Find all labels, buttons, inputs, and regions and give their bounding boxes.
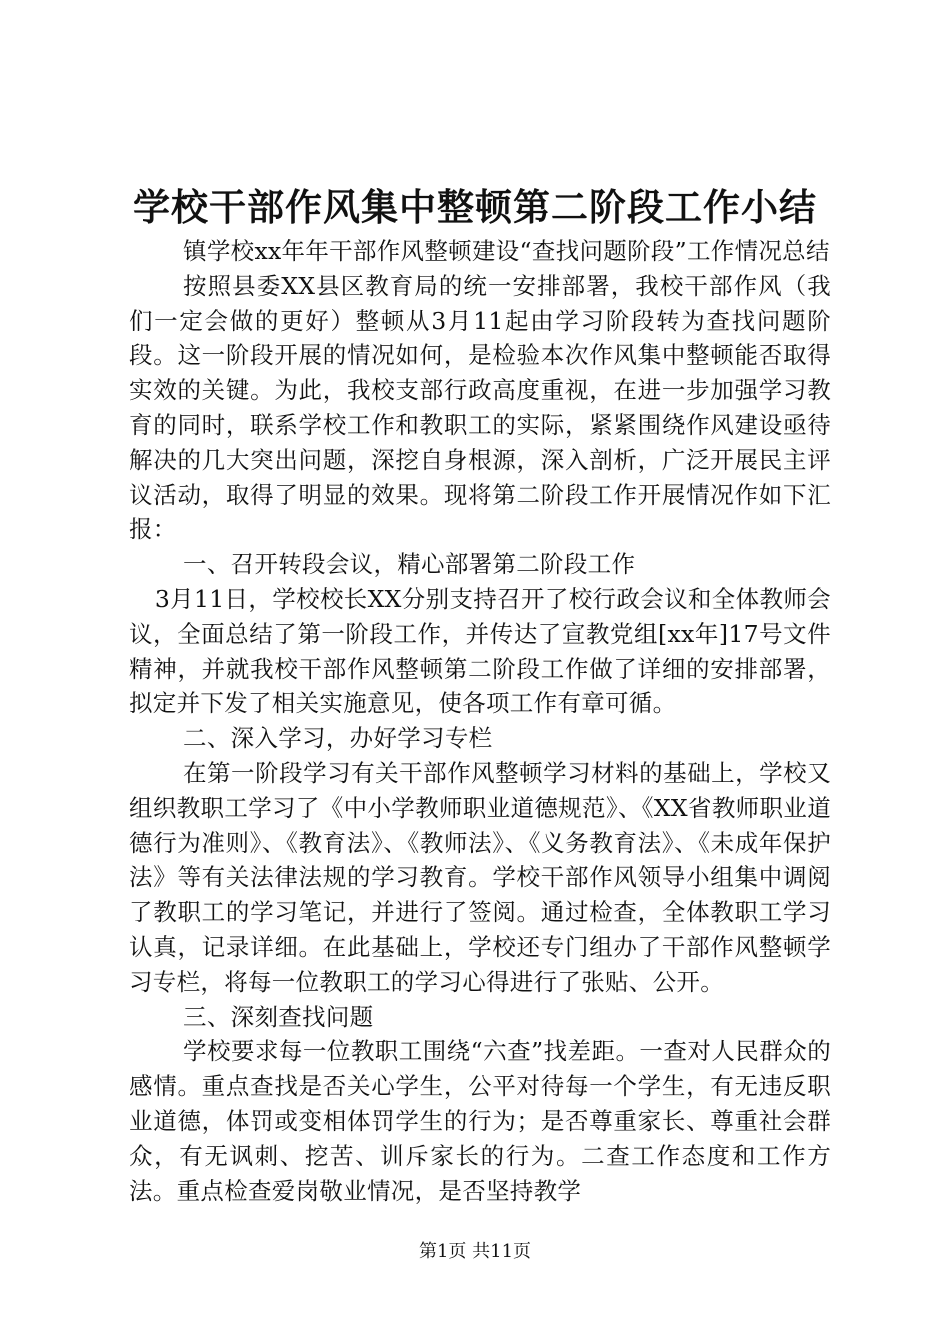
paragraph-section-1: 3月11日，学校校长XX分别支持召开了校行政会议和全体教师会议，全面总结了第一阶段工作，并传达了宣教党组[xx年]17号文件精神，并就我校干部作风整顿第二阶段工作做了详细的安排部署，拟定并下发了相关实施意见，使各项工作有章可循。 xyxy=(129,584,831,718)
paragraph-subtitle: 镇学校xx年年干部作风整顿建设“查找问题阶段”工作情况总结 xyxy=(183,237,830,265)
document-title: 学校干部作风集中整顿第二阶段工作小结 xyxy=(133,186,817,229)
section-heading-2: 二、深入学习，办好学习专栏 xyxy=(183,724,493,753)
document-body xyxy=(129,234,831,1208)
section-heading-3: 三、深刻查找问题 xyxy=(183,1002,374,1031)
paragraph-intro: 按照县委XX县区教育局的统一安排部署，我校干部作风（我们一定会做的更好）整顿从3月11起由学习阶段转为查找问题阶段。这一阶段开展的情况如何，是检验本次作风集中整顿能否取得实效的关键。为此，我校支部行政高度重视，在进一步加强学习教育的同时，联系学校工作和教职工的实际，紧紧围绕作风建设亟待解决的几大突出问题，深挖自身根源，深入剖析，广泛开展民主评议活动，取得了明显的效果。现将第二阶段工作开展情况作如下汇报： xyxy=(129,271,831,544)
paragraph-section-3: 学校要求每一位教职工围绕“六查”找差距。一查对人民群众的感情。重点查找是否关心学生，公平对待每一个学生，有无违反职业道德，体罚或变相体罚学生的行为；是否尊重家长、尊重社会群众，有无讽刺、挖苦、训斥家长的行为。二查工作态度和工作方法。重点检查爱岗敬业情况，是否坚持教学 xyxy=(129,1037,831,1205)
section-heading-1: 一、召开转段会议，精心部署第二阶段工作 xyxy=(183,550,636,579)
paragraph-section-2: 在第一阶段学习有关干部作风整顿学习材料的基础上，学校又组织教职工学习了《中小学教师职业道德规范》、《XX省教师职业道德行为准则》、《教育法》、《教师法》、《义务教育法》、《未成年保护法》等有关法律法规的学习教育。学校干部作风领导小组集中调阅了教职工的学习笔记，并进行了签阅。通过检查，全体教职工学习认真，记录详细。在此基础上，学校还专门组办了干部作风整顿学习专栏，将每一位教职工的学习心得进行了张贴、公开。 xyxy=(129,758,831,996)
page-footer: 第1页 共11页 xyxy=(418,1241,532,1262)
